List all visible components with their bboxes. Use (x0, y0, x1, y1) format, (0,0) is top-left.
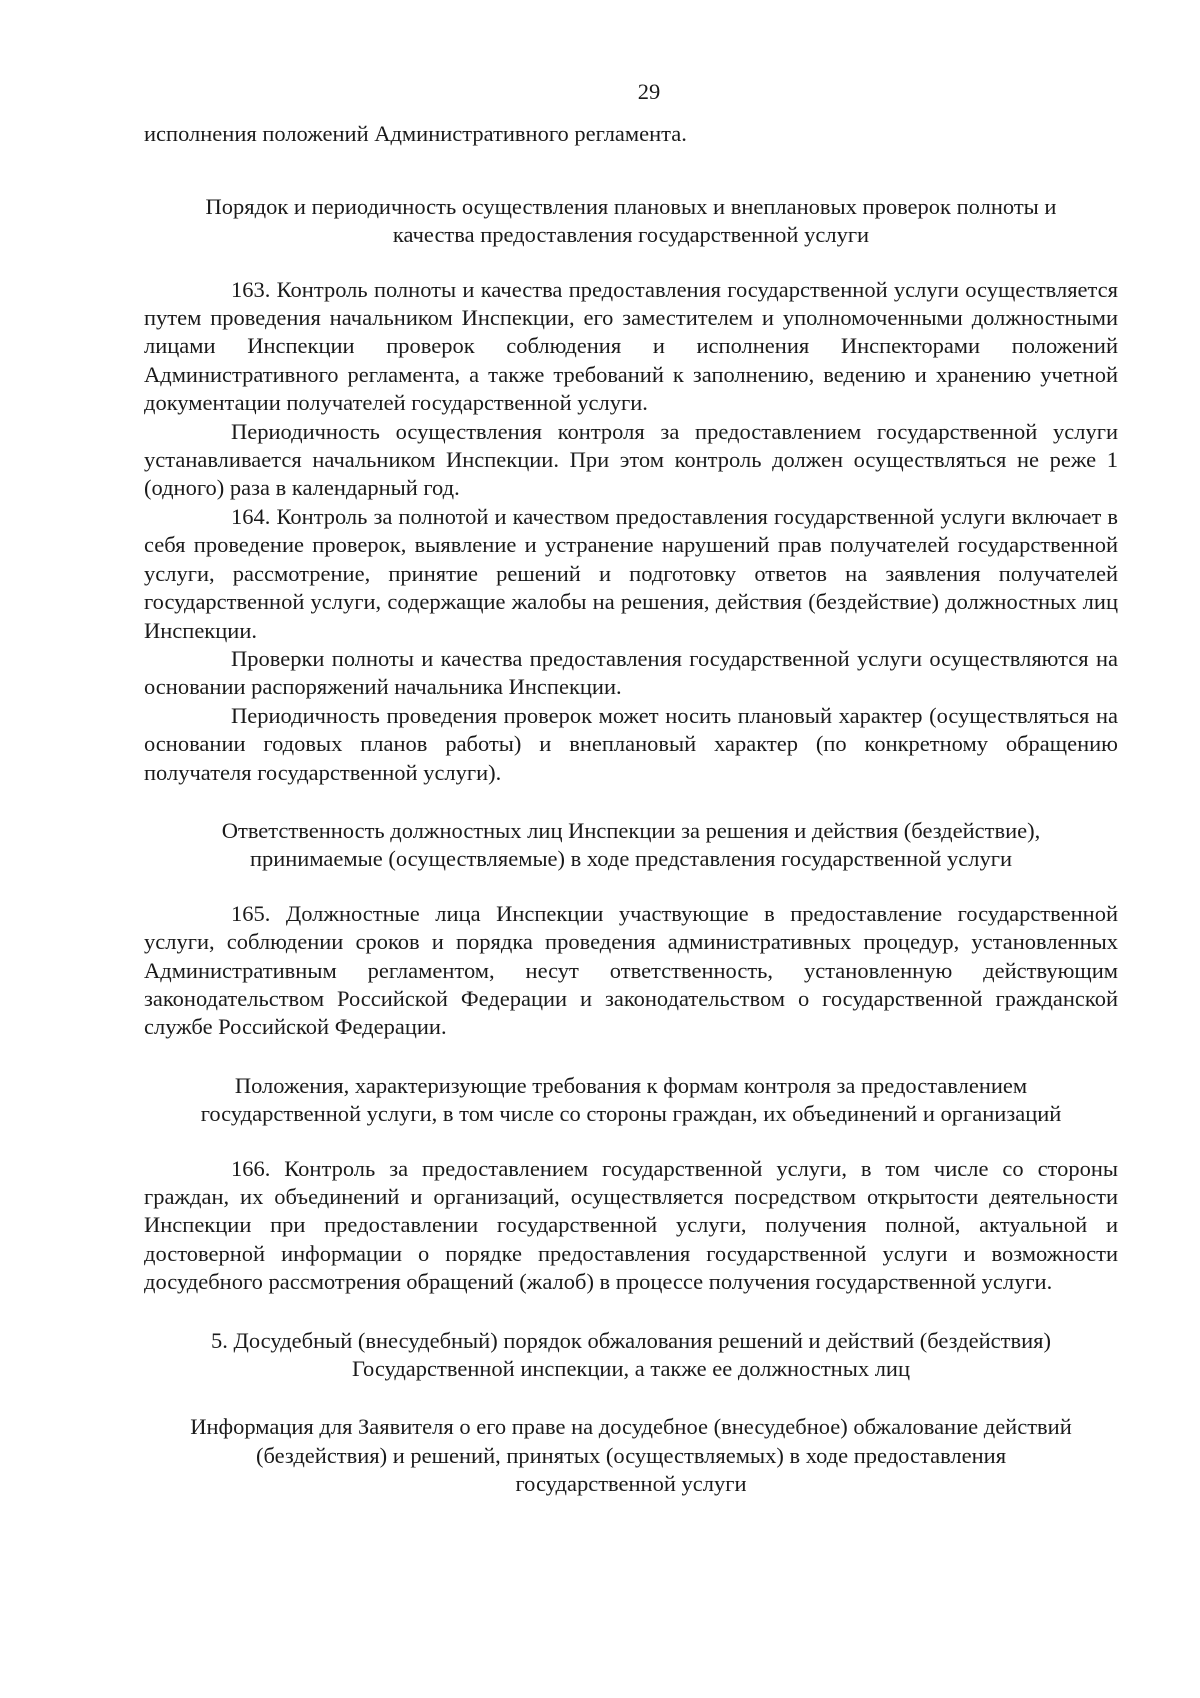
paragraph-163-periodicity: Периодичность осуществления контроля за предоставлением государственной услуги устанавливается начальником Инспекции. При этом контроль должен осуществляться не реже 1 (одного) раза в календарный год. (144, 418, 1118, 501)
spacer (144, 250, 1118, 276)
heading-line: (бездействия) и решений, принятых (осуществляемых) в ходе предоставления (255, 1442, 1007, 1468)
section-heading-appeal-procedure (144, 1327, 1118, 1384)
spacer (144, 787, 1118, 817)
heading-line: Государственной инспекции, а также ее должностных лиц (351, 1356, 911, 1382)
continuation-text: исполнения положений Административного регламента. (144, 121, 687, 147)
spacer (144, 1042, 1118, 1072)
paragraph-164: 164. Контроль за полнотой и качеством предоставления государственной услуги включает в себя проведение проверок, выявление и устранение нарушений прав получателей государственной услуги, рассмотрение, принятие решений и подготовку ответов на заявления получателей государственной услуги, содержащие жалобы на решения, действия (бездействие) должностных лиц Инспекции. (144, 503, 1118, 643)
heading-line: качества предоставления государственной услуги (392, 222, 870, 248)
heading-line: Порядок и периодичность осуществления плановых и внеплановых проверок полноты и (205, 193, 1057, 219)
spacer (144, 1297, 1118, 1327)
section-heading-applicant-information (144, 1413, 1118, 1498)
paragraph-164-checks: Проверки полноты и качества предоставления государственной услуги осуществляются на основании распоряжений начальника Инспекции. (144, 645, 1118, 700)
spacer (144, 1129, 1118, 1155)
paragraph-165: 165. Должностные лица Инспекции участвующие в предоставление государственной услуги, соблюдении сроков и порядка проведения административных процедур, установленных Административным регламентом, несут ответственность, установленную действующим законодательством Российской Федерации и законодательством о государственной гражданской службе Российской Федерации. (144, 900, 1118, 1040)
heading-line: государственной услуги (515, 1471, 747, 1497)
heading-line: государственной услуги, в том числе со стороны граждан, их объединений и организаций (200, 1101, 1062, 1127)
spacer (144, 1383, 1118, 1413)
paragraph-163: 163. Контроль полноты и качества предоставления государственной услуги осуществляется путем проведения начальником Инспекции, его заместителем и уполномоченными должностными лицами Инспекции проверок соблюдения и исполнения Инспекторами положений Административного регламента, а также требований к заполнению, ведению и хранению учетной документации получателей государственной услуги. (144, 276, 1118, 416)
spacer (144, 874, 1118, 900)
heading-line: 5. Досудебный (внесудебный) порядок обжалования решений и действий (бездействия) (211, 1327, 1051, 1353)
section-heading-inspection-order (144, 193, 1118, 250)
heading-line: Информация для Заявителя о его праве на досудебное (внесудебное) обжалование действий (190, 1414, 1072, 1440)
spacer (144, 149, 1118, 193)
section-heading-control-forms (144, 1072, 1118, 1129)
paragraph-166: 166. Контроль за предоставлением государственной услуги, в том числе со стороны граждан, их объединений и организаций, осуществляется посредством открытости деятельности Инспекции при предоставлении государственной услуги, получения полной, актуальной и достоверной информации о порядке предоставления государственной услуги и возможности досудебного рассмотрения обращений (жалоб) в процессе получения государственной услуги. (144, 1155, 1118, 1295)
paragraph-164-periodicity: Периодичность проведения проверок может носить плановый характер (осуществляться на основании годовых планов работы) и внеплановый характер (по конкретному обращению получателя государственной услуги). (144, 702, 1118, 785)
section-heading-responsibility (144, 817, 1118, 874)
heading-line: принимаемые (осуществляемые) в ходе представления государственной услуги (249, 846, 1013, 872)
heading-line: Ответственность должностных лиц Инспекции за решения и действия (бездействие), (221, 817, 1041, 843)
heading-line: Положения, характеризующие требования к формам контроля за предоставлением (234, 1072, 1028, 1098)
page-number: 29 (637, 79, 661, 104)
